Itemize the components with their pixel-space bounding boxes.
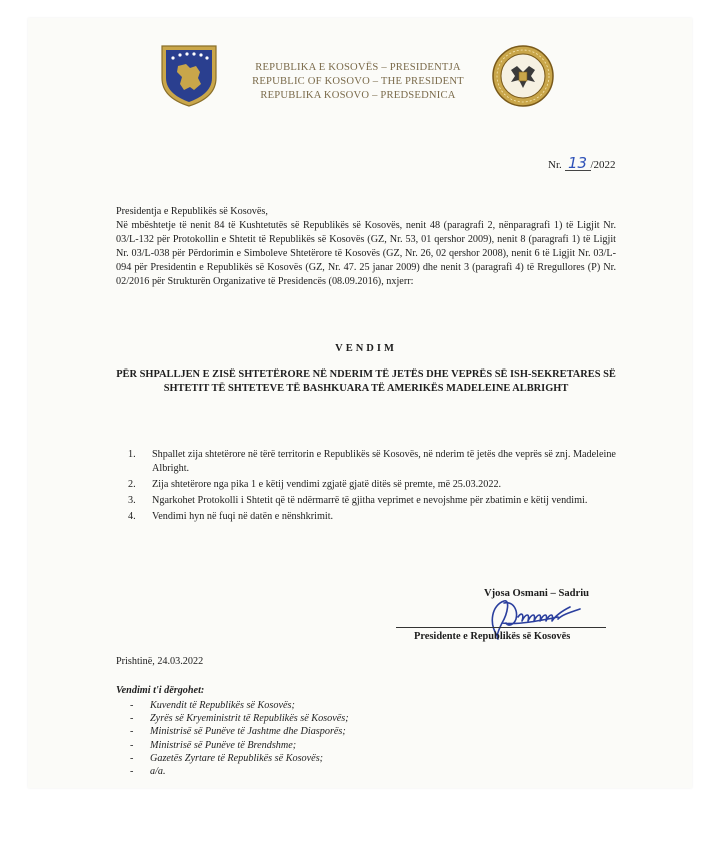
distribution-item: - Ministrisë së Punëve të Brendshme; [128,739,349,752]
signature-line [396,627,606,628]
distribution-heading: Vendimi t'i dërgohet: [116,685,205,696]
point-text: Ngarkohet Protokolli i Shtetit që të ndërmarrë të gjitha veprimet e nevojshme për zbatimin e këtij vendimi. [152,495,588,506]
legal-basis-paragraph [116,205,616,289]
decision-number-handwritten: 13 [565,156,591,171]
distribution-item: - Gazetës Zyrtare të Republikës së Kosovës; [128,752,349,765]
letterhead-line-serbian: REPUBLIKA KOSOVO – PREDSEDNICA [260,90,456,101]
letterhead-line-albanian: REPUBLIKA E KOSOVËS – PRESIDENTJA [255,62,461,73]
point-number: 1. [128,449,136,460]
legal-basis-text: Në mbështetje të nenit 84 të Kushtetutës së Republikës së Kosovës, nenit 48 (paragrafi 2, nënparagrafi 1) të Ligjit Nr. 03/L-132 për Protokollin e Shtetit të Republikës së Kosovës (GZ, Nr. 53, 01 qershor 2009), nenit 8 (paragrafi 1) të Ligjit Nr. 03/L-038 për Përdorimin e Simboleve Shtetërore të Kosovës (GZ, Nr. 26, 02 qershor 2008), nenit 6 të Ligjit Nr. 03/L-094 për Presidentin e Republikës së Kosovës (GZ, Nr. 47. 25 janar 2009) dhe nenit 3 (paragrafi 4) të Rregullores (P) Nr. 02/2016 për Strukturën Organizative të Presidencës (08.09.2016), nxjerr: [116,220,616,287]
distribution-list [128,699,349,778]
decision-number [548,156,616,171]
document-page [28,18,692,788]
decision-point [128,510,618,524]
decision-point [128,448,618,476]
letterhead [228,61,488,103]
point-text: Zija shtetërore nga pika 1 e këtij vendimi zgjatë gjatë ditës së premte, më 25.03.2022. [152,479,502,490]
distribution-item: - Ministrisë së Punëve të Jashtme dhe Diasporës; [128,725,349,738]
addressee-line: Presidentja e Republikës së Kosovës, [116,206,268,217]
letterhead-line-english: REPUBLIC OF KOSOVO – THE PRESIDENT [252,76,464,87]
decision-title: VENDIM [335,343,397,354]
point-number: 2. [128,479,136,490]
decision-number-prefix: Nr. [548,159,562,171]
point-number: 4. [128,511,136,522]
place-and-date: Prishtinë, 24.03.2022 [116,656,204,667]
decision-number-year: /2022 [590,159,616,171]
kosovo-coat-of-arms-icon [160,44,218,108]
point-text: Shpallet zija shtetërore në tërë territorin e Republikës së Kosovës, në nderim të jetës dhe veprës së znj. Madeleine Albright. [152,449,616,474]
decision-subject: PËR SHPALLJEN E ZISË SHTETËRORE NË NDERIM TË JETËS DHE VEPRËS SË ISH-SEKRETARES SË SHTETIT TË SHTETEVE TË BASHKUARA TË AMERIKËS MADELEINE ALBRIGHT [116,369,616,394]
distribution-item: - Kuvendit të Republikës së Kosovës; [128,699,349,712]
presidential-seal-icon [491,44,555,108]
decision-point [128,494,618,508]
distribution-item: - a/a. [128,765,349,778]
signatory-name: Vjosa Osmani – Sadriu [484,588,590,599]
point-text: Vendimi hyn në fuqi në datën e nënshkrimit. [152,511,334,522]
signatory-title: Presidente e Republikës së Kosovës [414,631,571,642]
decision-point [128,478,618,492]
distribution-item: - Zyrës së Kryeministrit të Republikës së Kosovës; [128,712,349,725]
decision-points [128,448,618,526]
point-number: 3. [128,495,136,506]
